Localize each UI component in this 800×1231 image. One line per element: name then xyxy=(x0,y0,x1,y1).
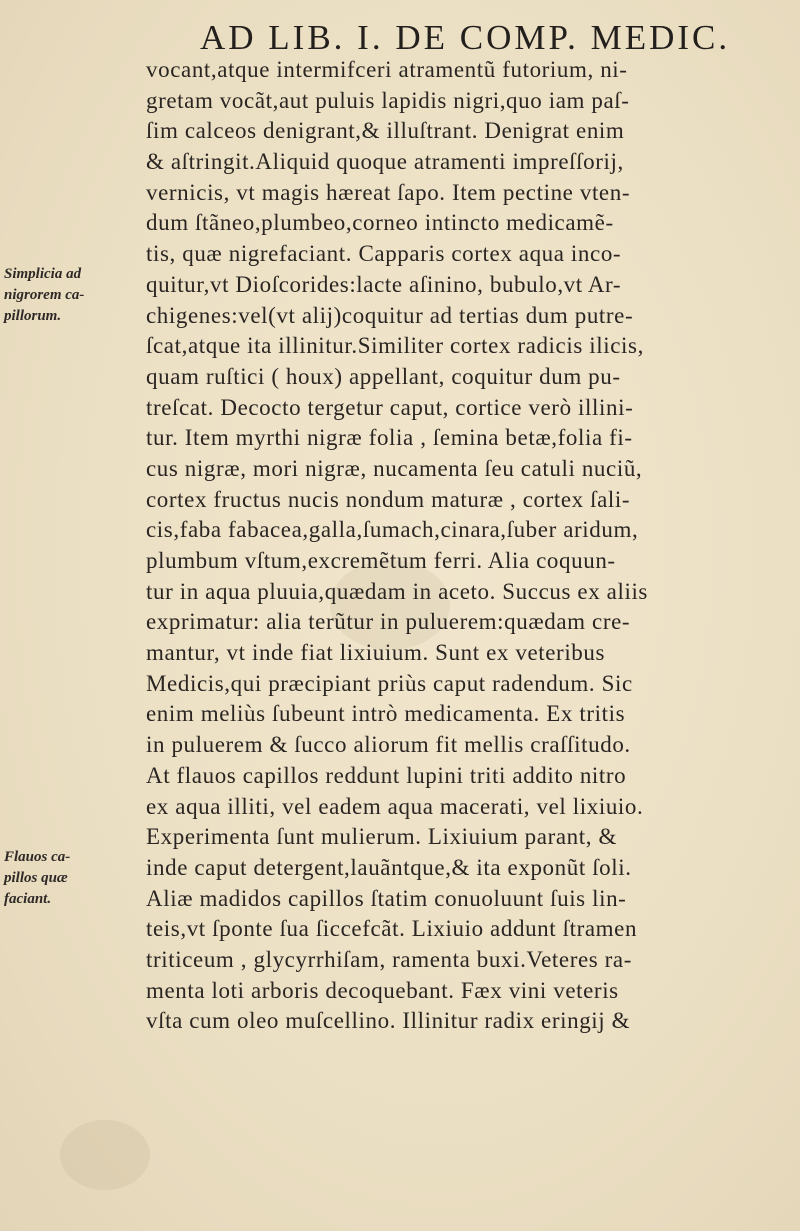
margin-note-line: faciant. xyxy=(4,891,52,907)
text-line: enim meliùs ſubeunt intrò medicamenta. Ex tritis xyxy=(146,701,626,727)
margin-note-line: Flauos ca- xyxy=(4,849,71,865)
text-line: teis,vt ſponte ſua ſiccefcãt. Lixiuio addunt ſtramen xyxy=(146,916,638,942)
text-line: quam ruſtici ( houx) appellant, coquitur dum pu- xyxy=(146,363,621,389)
margin-note-line: pillorum. xyxy=(4,308,62,324)
body-text xyxy=(146,55,786,1037)
text-line: Aliæ madidos capillos ſtatim conuoluunt ſuis lin- xyxy=(146,885,627,911)
text-line: plumbum vſtum,excremẽtum ferri. Alia coquun- xyxy=(146,548,616,573)
text-line: in puluerem & ſucco aliorum fit mellis craſſitudo. xyxy=(146,732,631,758)
text-line: dum ſtãneo,plumbeo,corneo intincto medicamẽ- xyxy=(146,210,614,236)
margin-note-flauos xyxy=(4,847,144,910)
paper-stain xyxy=(60,1120,150,1190)
text-line: tur in aqua pluuia,quædam in aceto. Succus ex aliis xyxy=(146,578,648,604)
text-line: cus nigræ, mori nigræ, nucamenta ſeu catuli nuciũ, xyxy=(146,455,643,481)
text-line: gretam vocãt,aut puluis lapidis nigri,quo iam paſ- xyxy=(146,87,630,113)
text-line: treſcat. Decocto tergetur caput, cortice verò illini- xyxy=(146,394,634,420)
text-line: mantur, vt inde fiat lixiuium. Sunt ex veteribus xyxy=(146,640,606,666)
text-line: menta loti arboris decoquebant. Fæx vini veteris xyxy=(146,977,619,1003)
margin-note-line: Simplicia ad xyxy=(4,266,82,282)
margin-note-line: nigrorem ca- xyxy=(4,287,85,303)
text-line: quitur,vt Dioſcorides:lacte aſinino, bubulo,vt Ar- xyxy=(146,271,622,297)
text-line: triticeum , glycyrrhiſam, ramenta buxi.Veteres ra- xyxy=(146,946,632,972)
margin-note-line: pillos quæ xyxy=(4,870,68,886)
text-line: ſim calceos denigrant,& illuſtrant. Denigrat enim xyxy=(146,118,625,144)
text-line: tis, quæ nigrefaciant. Capparis cortex aqua inco- xyxy=(146,241,622,267)
text-line: cis,faba fabacea,galla,ſumach,cinara,ſuber aridum, xyxy=(146,517,639,543)
text-line: vocant,atque intermifceri atramentũ futorium, ni- xyxy=(146,57,628,82)
text-line: inde caput detergent,lauãntque,& ita exponũt ſoli. xyxy=(146,854,632,880)
text-line: At flauos capillos reddunt lupini triti addito nitro xyxy=(146,762,627,788)
text-line: ex aqua illiti, vel eadem aqua macerati, vel lixiuio. xyxy=(146,793,644,819)
text-line: tur. Item myrthi nigræ folia , ſemina betæ,folia fi- xyxy=(146,425,633,451)
text-line: Medicis,qui præcipiant priùs caput radendum. Sic xyxy=(146,670,633,696)
text-line: vſta cum oleo muſcellino. Illinitur radix eringij & xyxy=(146,1008,631,1034)
text-line: exprimatur: alia terũtur in puluerem:quædam cre- xyxy=(146,609,631,635)
text-line: vernicis, vt magis hæreat ſapo. Item pectine vten- xyxy=(146,179,631,205)
text-line: chigenes:vel(vt alij)coquitur ad tertias dum putre- xyxy=(146,302,634,328)
running-title: AD LIB. I. DE COMP. MEDIC. xyxy=(200,18,731,57)
text-line: Experimenta ſunt mulierum. Lixiuium parant, & xyxy=(146,824,617,850)
text-line: cortex fructus nucis nondum maturæ , cortex ſali- xyxy=(146,486,631,512)
text-line: & aſtringit.Aliquid quoque atramenti impreſſorij, xyxy=(146,149,624,175)
margin-note-simplicia xyxy=(4,264,144,327)
text-line: ſcat,atque ita illinitur.Similiter cortex radicis ilicis, xyxy=(146,333,644,359)
